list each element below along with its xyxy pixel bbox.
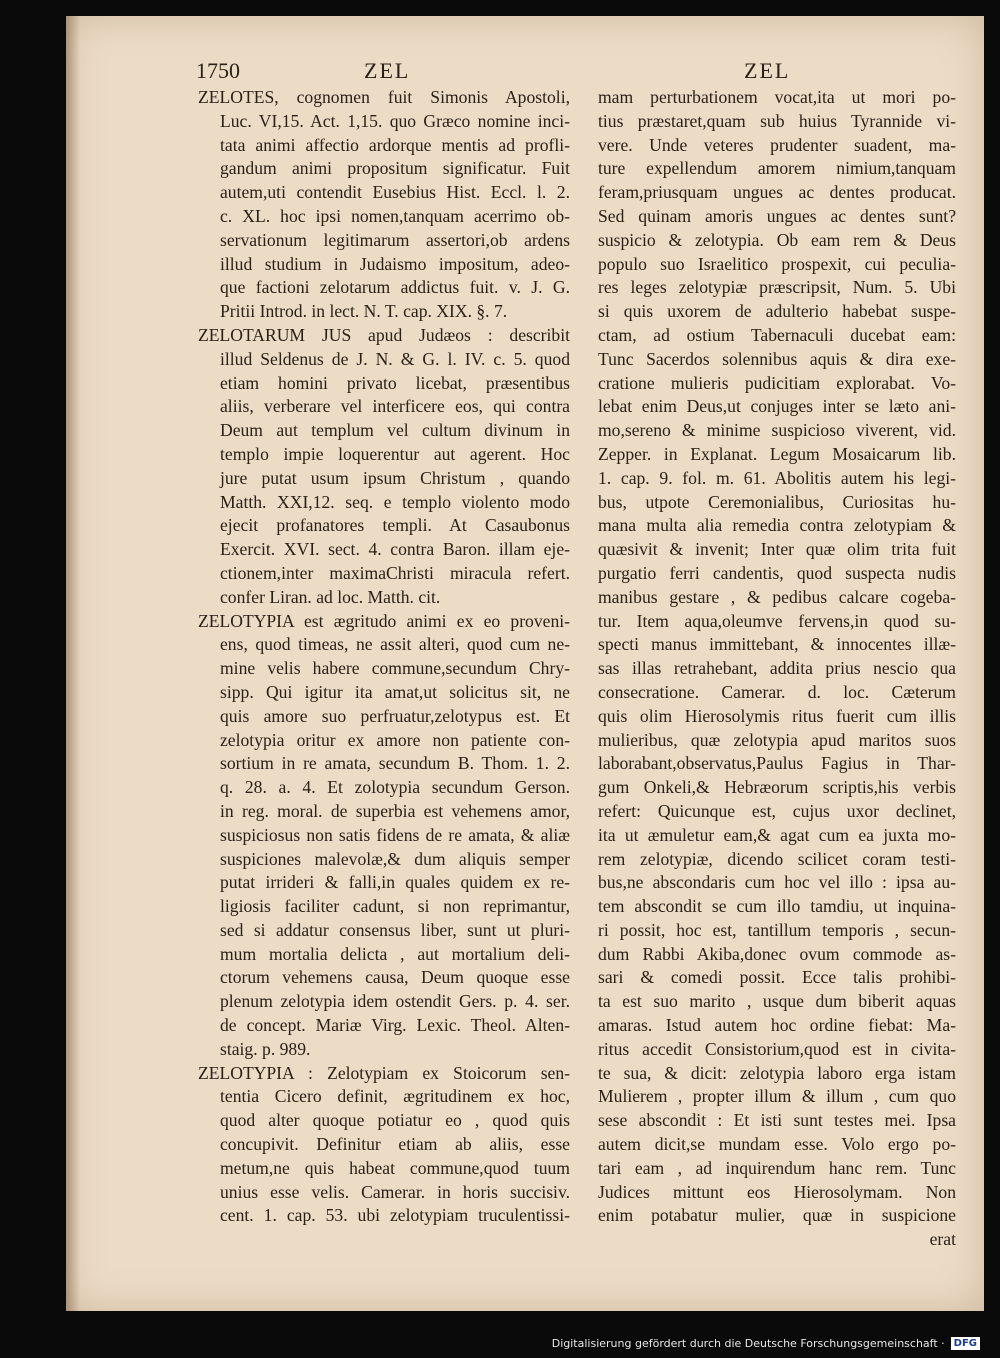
text-line: tata animi affectio ardorque mentis ad profli- bbox=[220, 134, 570, 155]
text-line: enim potabatur mulier, quæ in suspicione bbox=[598, 1205, 956, 1226]
text-line: mo,sereno & minime suspicioso viverent, vid. bbox=[598, 420, 956, 441]
text-line: que factioni zelotarum addictus fuit. v. J. G. bbox=[220, 277, 570, 298]
text-line: suspiciosus non satis fidens de re amata, & aliæ bbox=[220, 824, 570, 845]
text-line: unius esse velis. Camerar. in horis succisiv. bbox=[220, 1181, 570, 1202]
text-line: amaras. Istud autem hoc ordine fiebat: Ma- bbox=[598, 1015, 956, 1036]
text-line: ture expellendum amorem nimium,tanquam bbox=[598, 158, 956, 179]
text-line: ta est suo marito , usque dum biberit aquas bbox=[598, 991, 956, 1012]
dfg-logo: DFG bbox=[951, 1337, 980, 1350]
text-line: zelotypia oritur ex amore non patiente con- bbox=[220, 729, 570, 750]
footer-credit-text: Digitalisierung gefördert durch die Deutsche Forschungsgemeinschaft · bbox=[551, 1336, 945, 1350]
text-line: illud studium in Judaismo impositum, adeo- bbox=[220, 253, 570, 274]
text-line: tentia Cicero definit, ægritudinem ex hoc, bbox=[220, 1086, 570, 1107]
text-line: metum,ne quis habeat commune,quod tuum bbox=[220, 1157, 570, 1178]
text-line: vere. Unde veteres prudenter suadent, ma- bbox=[598, 134, 956, 155]
right-text-column bbox=[598, 86, 956, 1252]
text-line: Luc. VI,15. Act. 1,15. quo Græco nomine inci- bbox=[220, 110, 570, 131]
text-line: q. 28. a. 4. Et zolotypia secundum Gerson. bbox=[220, 777, 570, 798]
text-line: tari eam , ad inquirendum hanc rem. Tunc bbox=[598, 1157, 956, 1178]
text-line: ZELOTYPIA : Zelotypiam ex Stoicorum sen- bbox=[198, 1062, 570, 1083]
text-line: putat irrideri & falli,in quales quidem ex re- bbox=[220, 872, 570, 893]
text-line: Tunc Sacerdos solennibus aquis & dira exe- bbox=[598, 348, 956, 369]
text-line: servationum legitimarum assertori,ob ardens bbox=[220, 229, 570, 250]
text-line: Pritii Introd. in lect. N. T. cap. XIX. §. 7. bbox=[220, 301, 508, 322]
text-line: mulieribus, quæ zelotypia apud maritos suos bbox=[598, 729, 956, 750]
text-line: ctorum vehemens causa, Deum quoque esse bbox=[220, 967, 570, 988]
text-line: gandum animi propositum significatur. Fuit bbox=[220, 158, 570, 179]
text-line: manibus gestare , & pedibus calcare cogeba- bbox=[598, 586, 956, 607]
text-line: quis amore suo perfruatur,zelotypus est. Et bbox=[220, 705, 570, 726]
text-line: ita ut æmuletur eam,& agat cum ea juxta mo- bbox=[598, 824, 956, 845]
text-line: consecratione. Camerar. d. loc. Cæterum bbox=[598, 681, 956, 702]
text-line: mine velis habere commune,secundum Chry- bbox=[220, 658, 570, 679]
text-line: dum Rabbi Akiba,donec ovum commode as- bbox=[598, 943, 956, 964]
page-gutter-shadow bbox=[66, 16, 80, 1311]
text-line: specti manus immittebant, & innocentes illæ- bbox=[598, 634, 956, 655]
text-line: 1. cap. 9. fol. m. 61. Abolitis autem his legi- bbox=[598, 467, 956, 488]
running-header-left: ZEL bbox=[364, 58, 411, 83]
text-line: suspiciones malevolæ,& dum aliquis semper bbox=[220, 848, 570, 869]
text-line: Deum aut templum vel cultum divinum in bbox=[220, 420, 570, 441]
text-line: purgatio ferri candentis, quod suspecta nudis bbox=[598, 562, 956, 583]
text-line: tius præstaret,quam sub huius Tyrannide vi- bbox=[598, 110, 956, 131]
text-line: in reg. moral. de superbia est vehemens amor, bbox=[220, 800, 570, 821]
text-line: autem,uti contendit Eusebius Hist. Eccl. l. 2. bbox=[220, 182, 570, 203]
text-line: aliis, verberare vel interficere eos, qui contra bbox=[220, 396, 570, 417]
text-line: bus,ne abscondaris cum hoc vel illo : ipsa au- bbox=[598, 872, 956, 893]
text-line: bus, utpote Ceremonialibus, Curiositas hu- bbox=[598, 491, 956, 512]
text-line: sas illas retrahebant, addita prius nescio qua bbox=[598, 658, 956, 679]
text-line: concupivit. Definitur etiam ab aliis, esse bbox=[220, 1134, 570, 1155]
text-line: Judices mittunt eos Hierosolymam. Non bbox=[598, 1181, 956, 1202]
text-line: Mulierem , propter illum & illum , cum quo bbox=[598, 1086, 956, 1107]
running-header-right: ZEL bbox=[744, 58, 791, 83]
text-line: cent. 1. cap. 53. ubi zelotypiam truculentissi- bbox=[220, 1205, 570, 1226]
page-number: 1750 bbox=[196, 58, 240, 83]
text-line: Exercit. XVI. sect. 4. contra Baron. illam eje- bbox=[220, 539, 570, 560]
text-line: ctionem,inter maximaChristi miracula refert. bbox=[220, 562, 570, 583]
text-line: ZELOTES, cognomen fuit Simonis Apostoli, bbox=[198, 87, 570, 107]
text-line: quæsivit & invenit; Inter quæ olim trita fuit bbox=[598, 539, 956, 560]
text-line: suspicio & zelotypia. Ob eam rem & Deus bbox=[598, 229, 956, 250]
text-line: tem abscondit se cum illo tamdiu, ut inquina- bbox=[598, 896, 956, 917]
text-line: rem zelotypiæ, dicendo scilicet coram testi- bbox=[598, 848, 956, 869]
text-line: gum Onkeli,& Hebræorum scriptis,his verbis bbox=[598, 777, 956, 798]
text-line: erat bbox=[929, 1229, 956, 1250]
text-line: ejecit profanatores templi. At Casaubonus bbox=[220, 515, 570, 536]
text-line: mana multa alia remedia contra zelotypiam & bbox=[598, 515, 956, 536]
text-line: populo suo Israelitico prospexit, cui peculia- bbox=[598, 253, 956, 274]
text-line: quod alter quoque potiatur eo , quod quis bbox=[220, 1110, 570, 1131]
text-line: ens, quod timeas, ne assit alteri, quod cum ne- bbox=[220, 634, 570, 655]
text-line: ligiosis faciliter cadunt, si non reprimantur, bbox=[220, 896, 570, 917]
text-line: ZELOTYPIA est ægritudo animi ex eo proveni- bbox=[198, 610, 570, 631]
text-line: sipp. Qui igitur ita amat,ut solicitus sit, ne bbox=[220, 681, 570, 702]
text-line: res leges zelotypiæ præscripsit, Num. 5. Ubi bbox=[598, 277, 956, 298]
text-line: quis olim Hierosolymis ritus fuerit cum illis bbox=[598, 705, 956, 726]
text-line: ZELOTARUM JUS apud Judæos : describit bbox=[198, 324, 570, 345]
text-line: mum mortalia delicta , aut mortalium deli- bbox=[220, 943, 570, 964]
text-line: sese abscondit : Et isti sunt testes mei. Ipsa bbox=[598, 1110, 956, 1131]
text-line: sari & comedi possit. Ecce talis prohibi- bbox=[598, 967, 956, 988]
text-line: lebat enim Deus,ut conjuges inter se læto ani- bbox=[598, 396, 956, 417]
text-line: tur. Item aqua,oleumve fervens,in quod su- bbox=[598, 610, 956, 631]
text-line: ritus accedit Consistorium,quod est in civita- bbox=[598, 1038, 956, 1059]
text-line: cratione mulieris pudicitiam explorabat. Vo- bbox=[598, 372, 956, 393]
left-text-column bbox=[198, 86, 570, 1228]
text-line: feram,priusquam ungues ac dentes producat. bbox=[598, 182, 956, 203]
text-line: Sed quinam amoris ungues ac dentes sunt? bbox=[598, 205, 956, 226]
text-line: etiam homini privato licebat, præsentibus bbox=[220, 372, 570, 393]
text-line: refert: Quicunque est, cujus uxor declinet, bbox=[598, 800, 956, 821]
text-line: autem dicit,se mundam esse. Volo ergo po- bbox=[598, 1134, 956, 1155]
text-line: ctam, ad ostium Tabernaculi ducebat eam: bbox=[598, 324, 956, 345]
text-line: Zepper. in Explanat. Legum Mosaicarum lib. bbox=[598, 443, 956, 464]
text-line: c. XL. hoc ipsi nomen,tanquam acerrimo ob- bbox=[220, 205, 570, 226]
text-line: si quis uxorem de adulterio habebat suspe- bbox=[598, 301, 956, 322]
text-line: templo impie loquerentur aut agerent. Hoc bbox=[220, 443, 570, 464]
text-line: staig. p. 989. bbox=[220, 1038, 311, 1059]
text-line: confer Liran. ad loc. Matth. cit. bbox=[220, 586, 441, 607]
text-line: de concept. Mariæ Virg. Lexic. Theol. Alten- bbox=[220, 1015, 570, 1036]
text-line: laborabant,observatus,Paulus Fagius in Thar- bbox=[598, 753, 956, 774]
text-line: jure putat usum ipsum Christum , quando bbox=[220, 467, 570, 488]
text-line: ri possit, hoc est, tantillum temporis , secun- bbox=[598, 919, 956, 940]
text-line: plenum zelotypia idem ostendit Gers. p. 4. ser. bbox=[220, 991, 570, 1012]
text-line: illud Seldenus de J. N. & G. l. IV. c. 5. quod bbox=[220, 348, 570, 369]
text-line: mam perturbationem vocat,ita ut mori po- bbox=[598, 87, 956, 107]
text-line: te sua, & dicit: zelotypia laboro erga istam bbox=[598, 1062, 956, 1083]
digitization-footer bbox=[552, 1332, 980, 1354]
text-line: Matth. XXI,12. seq. e templo violento modo bbox=[220, 491, 570, 512]
text-line: sed si addatur consensus liber, sunt ut pluri- bbox=[220, 919, 570, 940]
text-line: sortium in re amata, secundum B. Thom. 1. 2. bbox=[220, 753, 570, 774]
